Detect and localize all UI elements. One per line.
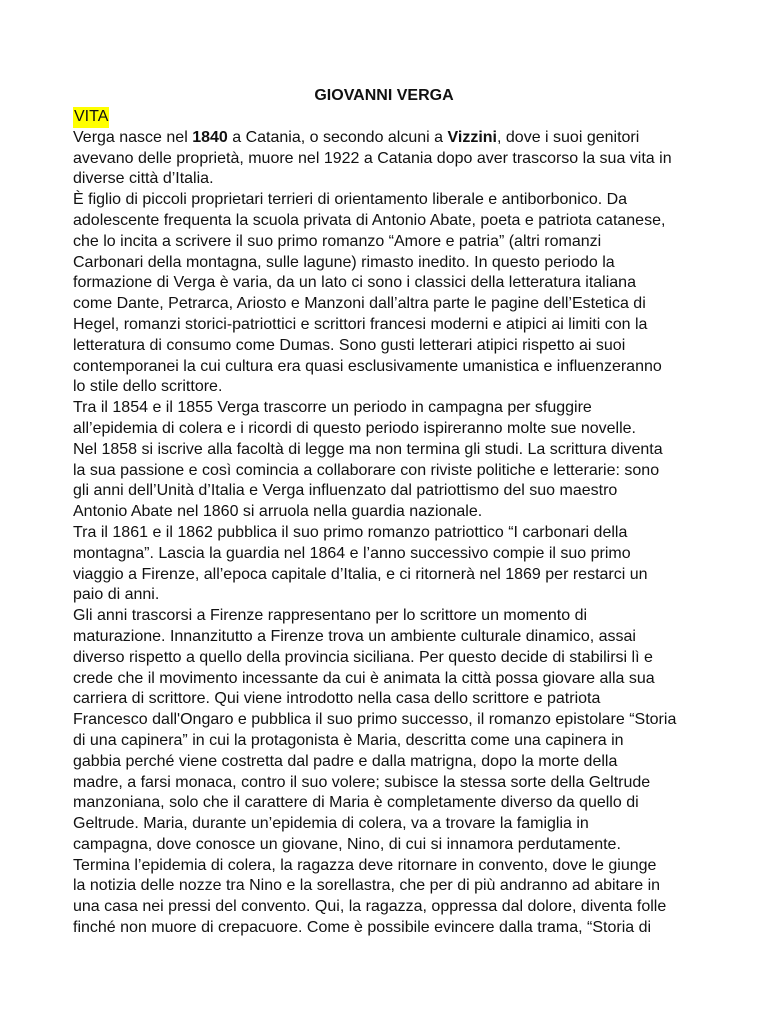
- text-run: madre, a farsi monaca, contro il suo volere; subisce la stessa sorte della Geltrude: [73, 773, 651, 791]
- body-line: [73, 419, 713, 440]
- text-run: Carbonari della montagna, sulle lagune) rimasto inedito. In questo periodo la: [73, 253, 615, 271]
- bold-text: 1840: [192, 128, 228, 146]
- text-run: all’epidemia di colera e i ricordi di questo periodo ispireranno molte sue novelle.: [73, 419, 636, 437]
- body-line: [73, 481, 713, 502]
- body-line: [73, 585, 713, 606]
- body-line: [73, 606, 713, 627]
- bold-text: Vizzini: [447, 128, 497, 146]
- body-line: [73, 253, 713, 274]
- text-run: crede che il movimento incessante da cui è animata la città possa giovare alla sua: [73, 669, 655, 687]
- body-line: [73, 502, 713, 523]
- body-line: [73, 357, 713, 378]
- body-line: [73, 835, 713, 856]
- body-line: [73, 565, 713, 586]
- body-line: [73, 377, 713, 398]
- body-line: [73, 336, 713, 357]
- body-line: [73, 294, 713, 315]
- body-line: [73, 315, 713, 336]
- body-line: [73, 731, 713, 752]
- body-text: [73, 128, 713, 939]
- text-run: , dove i suoi genitori: [497, 128, 640, 146]
- body-line: [73, 523, 713, 544]
- text-run: a Catania, o secondo alcuni a: [227, 128, 448, 146]
- body-line: [73, 211, 713, 232]
- text-run: È figlio di piccoli proprietari terrieri di orientamento liberale e antiborbonico. Da: [73, 191, 628, 209]
- body-line: [73, 876, 713, 897]
- text-run: diverso rispetto a quello della provincia siciliana. Per questo decide di stabilirsi lì e: [73, 648, 653, 666]
- text-run: Tra il 1854 e il 1855 Verga trascorre un periodo in campagna per sfuggire: [73, 399, 592, 417]
- body-line: [73, 232, 713, 253]
- text-run: montagna”. Lascia la guardia nel 1864 e l’anno successivo compie il suo primo: [73, 544, 631, 562]
- text-run: che lo incita a scrivere il suo primo romanzo “Amore e patria” (altri romanzi: [73, 232, 602, 250]
- text-run: come Dante, Petrarca, Ariosto e Manzoni dall’altra parte le pagine dell’Estetica di: [73, 295, 646, 313]
- text-run: manzoniana, solo che il carattere di Maria è completamente diverso da quello di: [73, 794, 639, 812]
- text-run: Gli anni trascorsi a Firenze rappresentano per lo scrittore un momento di: [73, 607, 588, 625]
- text-run: una casa nei pressi del convento. Qui, la ragazza, oppressa dal dolore, diventa folle: [73, 898, 667, 916]
- body-line: [73, 814, 713, 835]
- text-run: Verga nasce nel: [73, 128, 193, 146]
- text-run: la sua passione e così comincia a collaborare con riviste politiche e letterarie: sono: [73, 461, 660, 479]
- body-line: [73, 773, 713, 794]
- body-line: [73, 627, 713, 648]
- document-title: GIOVANNI VERGA: [314, 87, 454, 104]
- text-run: Nel 1858 si iscrive alla facoltà di legge ma non termina gli studi. La scrittura diventa: [73, 440, 663, 458]
- text-run: gabbia perché viene costretta dal padre e dalla matrigna, dopo la morte della: [73, 752, 618, 770]
- body-line: [73, 918, 713, 939]
- body-line: [73, 149, 713, 170]
- body-line: [73, 461, 713, 482]
- text-run: maturazione. Innanzitutto a Firenze trova un ambiente culturale dinamico, assai: [73, 627, 636, 645]
- body-line: [73, 897, 713, 918]
- body-line: [73, 128, 713, 149]
- body-line: [73, 689, 713, 710]
- text-run: avevano delle proprietà, muore nel 1922 a Catania dopo aver trascorso la sua vita in: [73, 149, 672, 167]
- text-run: letteratura di consumo come Dumas. Sono gusti letterari atipici rispetto ai suoi: [73, 336, 626, 354]
- text-run: finché non muore di crepacuore. Come è possibile evincere dalla trama, “Storia di: [73, 919, 652, 937]
- text-run: carriera di scrittore. Qui viene introdotto nella casa dello scrittore e patriota: [73, 690, 601, 708]
- text-run: adolescente frequenta la scuola privata di Antonio Abate, poeta e patriota catanese,: [73, 211, 666, 229]
- body-line: [73, 544, 713, 565]
- body-line: [73, 793, 713, 814]
- text-run: Antonio Abate nel 1860 si arruola nella guardia nazionale.: [73, 503, 483, 521]
- text-run: Geltrude. Maria, durante un’epidemia di colera, va a trovare la famiglia in: [73, 815, 589, 833]
- text-run: campagna, dove conosce un giovane, Nino, di cui si innamora perdutamente.: [73, 835, 621, 853]
- text-run: formazione di Verga è varia, da un lato ci sono i classici della letteratura italiana: [73, 274, 636, 292]
- body-line: [73, 190, 713, 211]
- body-line: [73, 752, 713, 773]
- text-run: Termina l’epidemia di colera, la ragazza deve ritornare in convento, dove le giunge: [73, 856, 657, 874]
- body-line: [73, 398, 713, 419]
- text-run: contemporanei la cui cultura era quasi esclusivamente umanistica e influenzeranno: [73, 357, 662, 375]
- text-run: la notizia delle nozze tra Nino e la sorellastra, che per di più andranno ad abitare in: [73, 877, 661, 895]
- body-line: [73, 856, 713, 877]
- body-line: [73, 273, 713, 294]
- body-line: [73, 169, 713, 190]
- body-line: [73, 648, 713, 669]
- text-run: paio di anni.: [73, 586, 160, 604]
- text-run: viaggio a Firenze, all’epoca capitale d’Italia, e ci ritornerà nel 1869 per restarci un: [73, 565, 648, 583]
- body-line: [73, 669, 713, 690]
- body-line: [73, 440, 713, 461]
- text-run: di una capinera” in cui la protagonista è Maria, descritta come una capinera in: [73, 731, 624, 749]
- text-run: Francesco dall'Ongaro e pubblica il suo primo successo, il romanzo epistolare “Storia: [73, 711, 677, 729]
- document-body: [73, 107, 713, 939]
- text-run: Hegel, romanzi storici-patriottici e scrittori francesi moderni e atipici ai limiti con la: [73, 315, 648, 333]
- text-run: diverse città d’Italia.: [73, 170, 214, 188]
- text-run: lo stile dello scrittore.: [73, 378, 223, 396]
- body-line: [73, 710, 713, 731]
- section-heading-highlight: VITA: [73, 107, 109, 128]
- text-run: gli anni dell’Unità d’Italia e Verga influenzato dal patriottismo del suo maestro: [73, 482, 618, 500]
- section-heading: [73, 107, 713, 128]
- text-run: Tra il 1861 e il 1862 pubblica il suo primo romanzo patriottico “I carbonari della: [73, 523, 628, 541]
